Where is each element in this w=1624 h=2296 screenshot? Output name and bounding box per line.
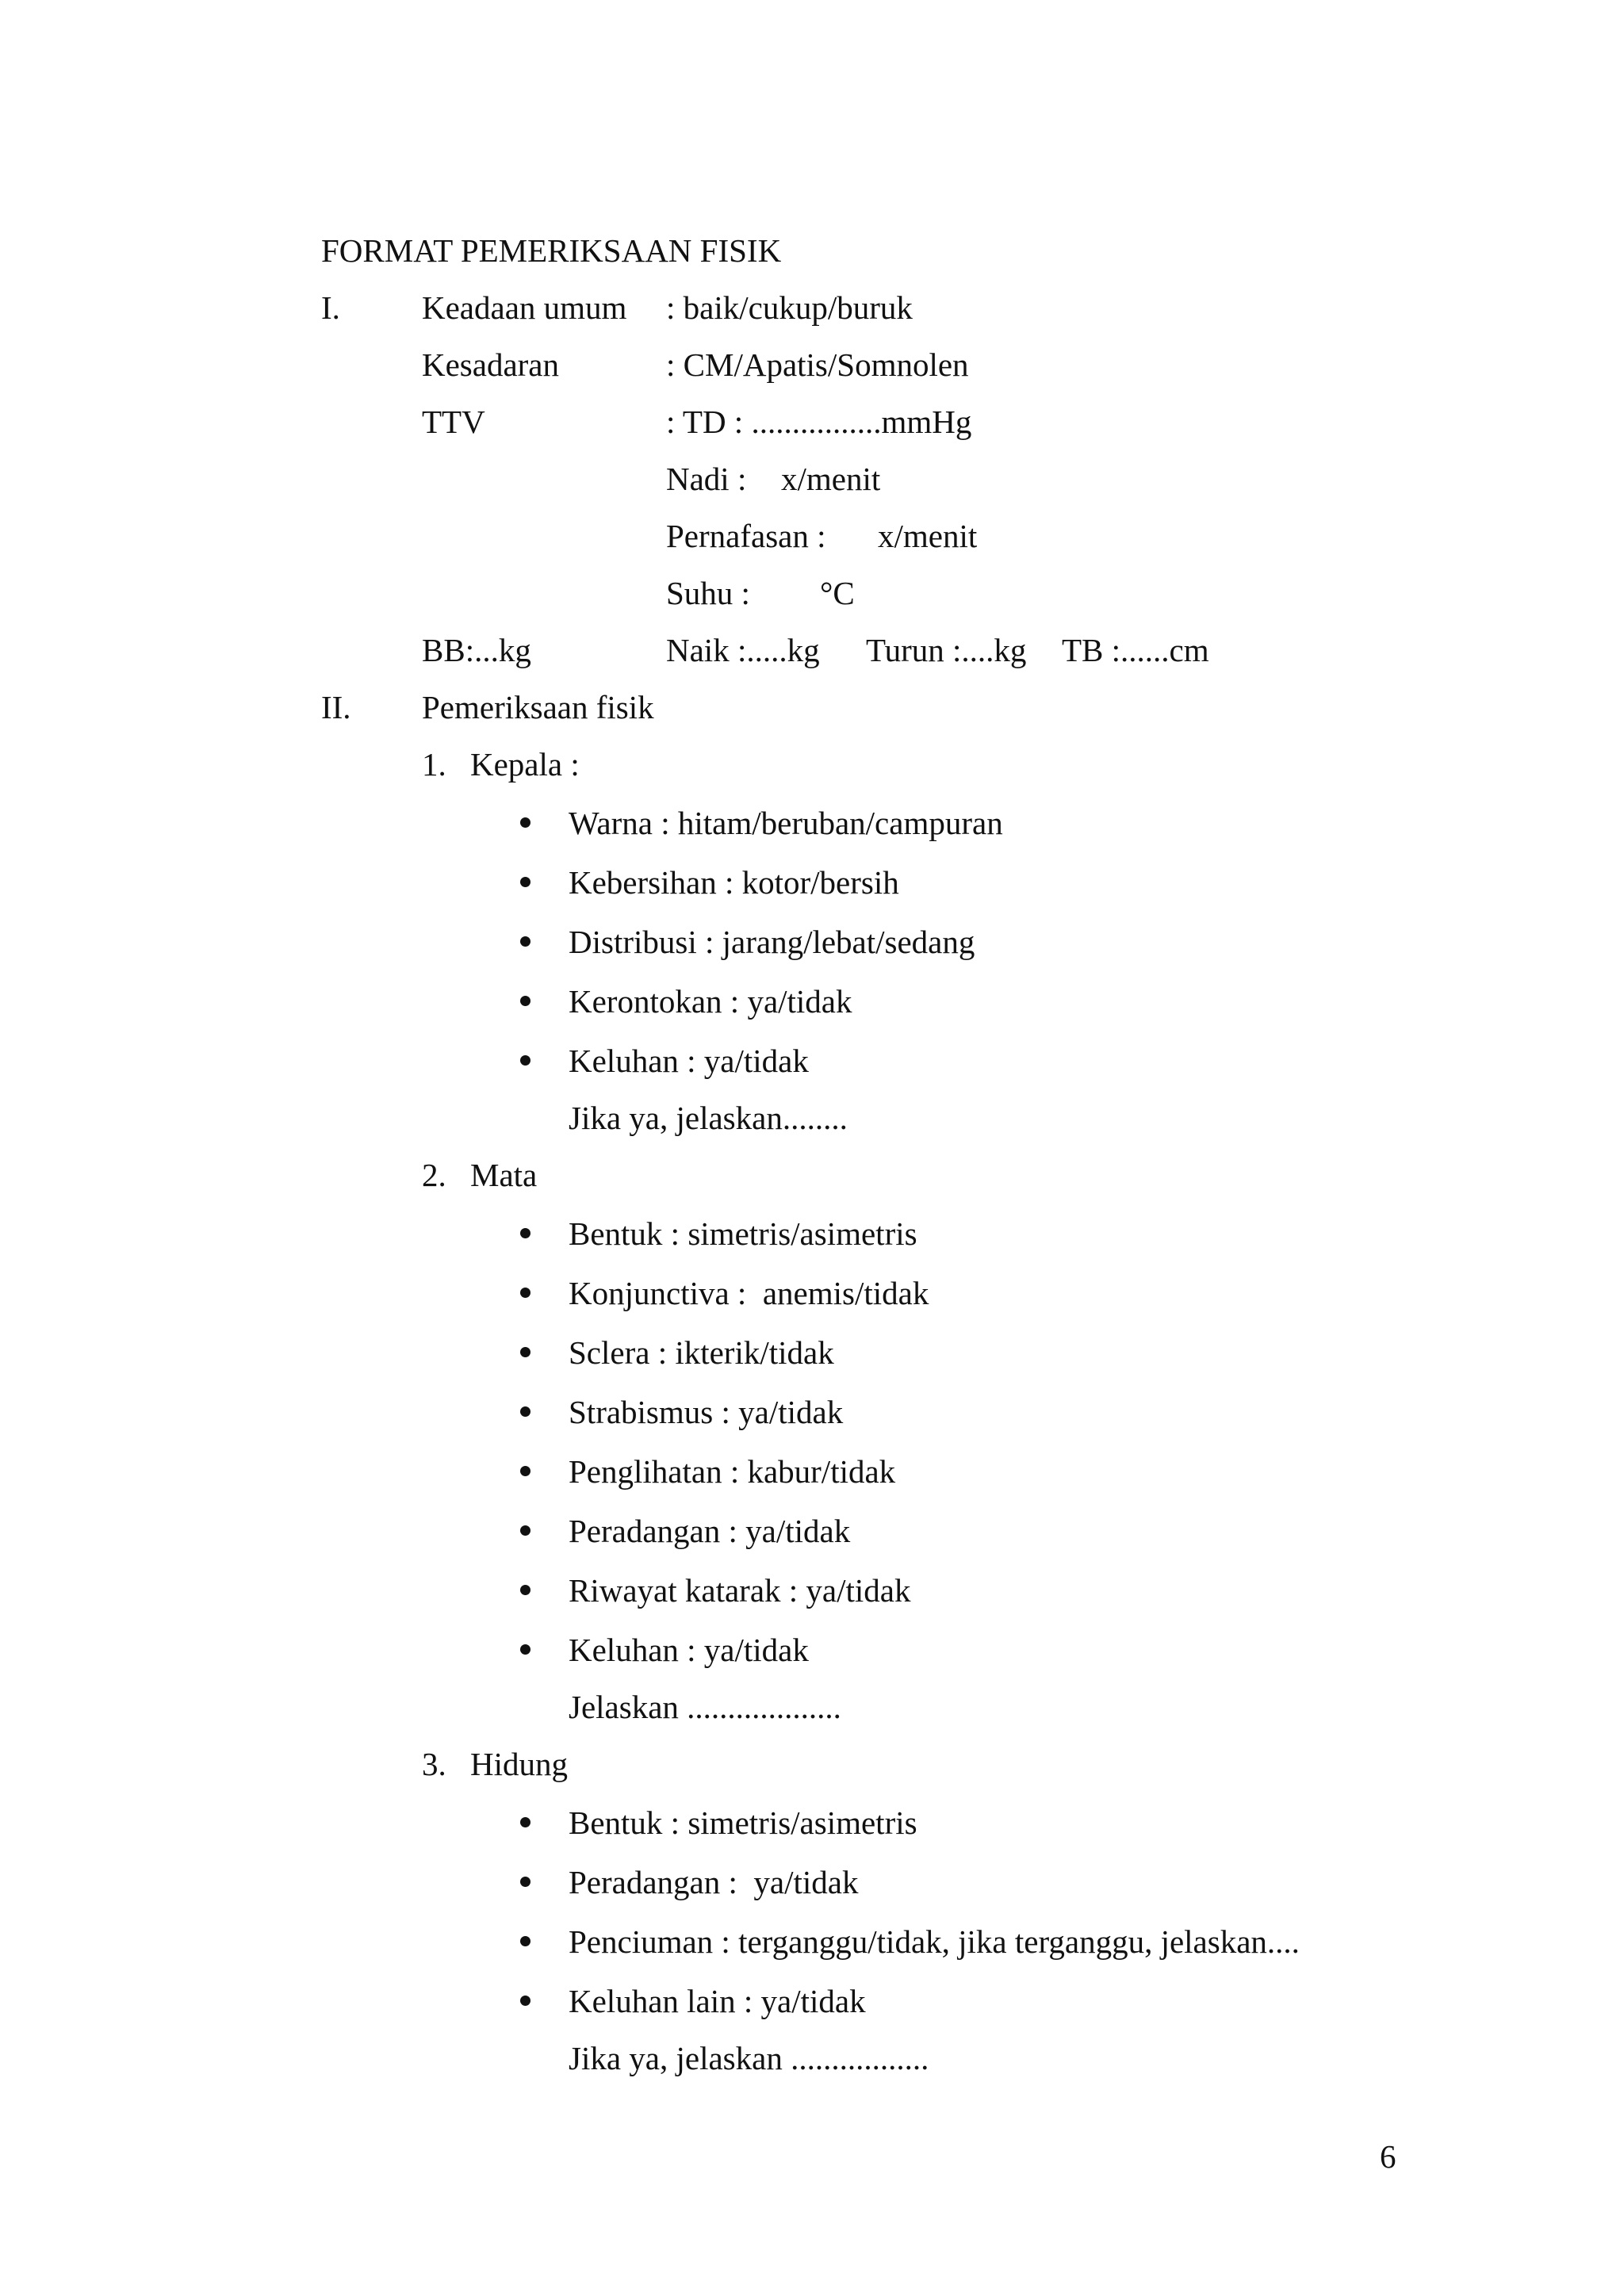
bullet-icon bbox=[520, 936, 530, 947]
page-title: FORMAT PEMERIKSAAN FISIK bbox=[321, 232, 782, 269]
bullet-icon bbox=[520, 1228, 530, 1238]
bullet-icon bbox=[520, 1644, 530, 1655]
bullet-icon bbox=[520, 1525, 530, 1536]
list-item: Bentuk : simetris/asimetris bbox=[569, 1215, 917, 1252]
bullet-icon bbox=[520, 1817, 530, 1827]
list-item: Keluhan : ya/tidak bbox=[569, 1632, 809, 1668]
list-item: Peradangan : ya/tidak bbox=[569, 1513, 851, 1549]
kepala-title: Kepala : bbox=[470, 746, 580, 783]
list-item: Bentuk : simetris/asimetris bbox=[569, 1804, 917, 1841]
naik-field: Naik :.....kg bbox=[666, 632, 820, 668]
bullet-icon bbox=[520, 1347, 530, 1357]
keadaan-umum-value: : baik/cukup/buruk bbox=[666, 289, 913, 326]
ttv-label: TTV bbox=[422, 404, 485, 440]
section-1-numeral: I. bbox=[321, 289, 340, 326]
kesadaran-label: Kesadaran bbox=[422, 346, 560, 383]
bullet-icon bbox=[520, 1585, 530, 1595]
list-item: Riwayat katarak : ya/tidak bbox=[569, 1572, 911, 1609]
kepala-note: Jika ya, jelaskan........ bbox=[569, 1100, 848, 1136]
nadi-unit: x/menit bbox=[781, 461, 881, 497]
section-2-numeral: II. bbox=[321, 689, 351, 725]
hidung-title: Hidung bbox=[470, 1746, 568, 1782]
mata-note: Jelaskan ................... bbox=[569, 1689, 841, 1725]
pernafasan-label: Pernafasan : bbox=[666, 518, 826, 554]
bb-field: BB:...kg bbox=[422, 632, 531, 668]
list-item: Keluhan lain : ya/tidak bbox=[569, 1983, 866, 2019]
mata-title: Mata bbox=[470, 1157, 538, 1193]
bullet-icon bbox=[520, 1877, 530, 1887]
hidung-note: Jika ya, jelaskan ................. bbox=[569, 2040, 929, 2076]
suhu-unit: °C bbox=[820, 575, 855, 611]
page-number: 6 bbox=[1380, 2138, 1396, 2175]
list-item: Kerontokan : ya/tidak bbox=[569, 983, 852, 1020]
list-item: Sclera : ikterik/tidak bbox=[569, 1334, 834, 1371]
section-2-heading: Pemeriksaan fisik bbox=[422, 689, 654, 725]
hidung-number: 3. bbox=[422, 1746, 446, 1782]
bullet-icon bbox=[520, 1288, 530, 1298]
turun-field: Turun :....kg bbox=[866, 632, 1027, 668]
kesadaran-value: : CM/Apatis/Somnolen bbox=[666, 346, 969, 383]
list-item: Warna : hitam/beruban/campuran bbox=[569, 805, 1003, 841]
list-item: Peradangan : ya/tidak bbox=[569, 1864, 859, 1900]
bullet-icon bbox=[520, 817, 530, 828]
suhu-label: Suhu : bbox=[666, 575, 750, 611]
nadi-label: Nadi : bbox=[666, 461, 747, 497]
bullet-icon bbox=[520, 1466, 530, 1476]
list-item: Keluhan : ya/tidak bbox=[569, 1043, 809, 1079]
kepala-number: 1. bbox=[422, 746, 446, 783]
bullet-icon bbox=[520, 1996, 530, 2006]
list-item: Penciuman : terganggu/tidak, jika terganggu, jelaskan.... bbox=[569, 1923, 1300, 1960]
bullet-icon bbox=[520, 1055, 530, 1066]
list-item: Distribusi : jarang/lebat/sedang bbox=[569, 924, 975, 960]
bullet-icon bbox=[520, 1936, 530, 1946]
keadaan-umum-label: Keadaan umum bbox=[422, 289, 627, 326]
list-item: Kebersihan : kotor/bersih bbox=[569, 864, 899, 901]
bullet-icon bbox=[520, 996, 530, 1006]
list-item: Strabismus : ya/tidak bbox=[569, 1394, 844, 1430]
tb-field: TB :......cm bbox=[1062, 632, 1209, 668]
mata-number: 2. bbox=[422, 1157, 446, 1193]
ttv-td-field: : TD : ................mmHg bbox=[666, 404, 972, 440]
pernafasan-unit: x/menit bbox=[878, 518, 978, 554]
list-item: Konjunctiva : anemis/tidak bbox=[569, 1275, 929, 1311]
list-item: Penglihatan : kabur/tidak bbox=[569, 1453, 896, 1490]
bullet-icon bbox=[520, 877, 530, 887]
bullet-icon bbox=[520, 1406, 530, 1417]
